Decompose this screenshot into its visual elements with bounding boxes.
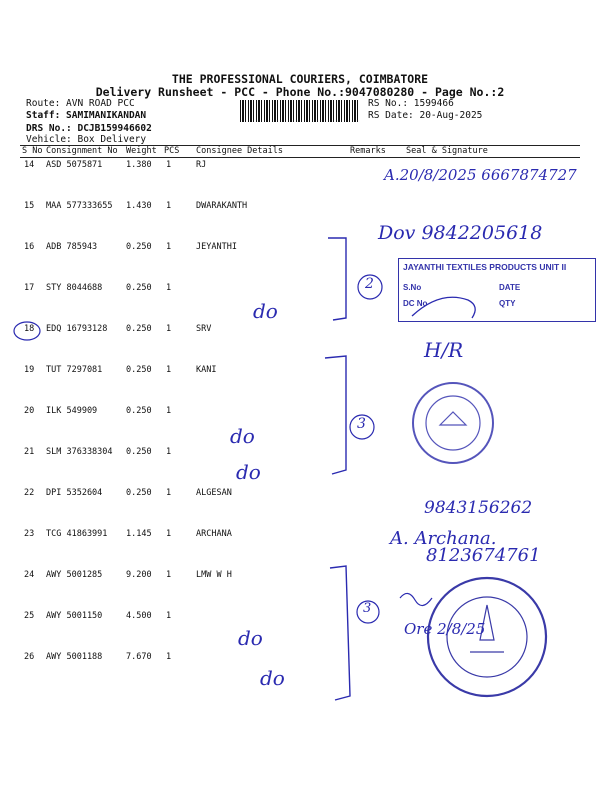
cell-pcs: 1 — [166, 324, 172, 334]
cell-pcs: 1 — [166, 652, 172, 662]
stamp-title: JAYANTHI TEXTILES PRODUCTS UNIT II — [403, 262, 567, 272]
ditto-mark-3: do — [236, 460, 261, 484]
cell-consignee: ARCHANA — [196, 529, 232, 539]
signature-row23-phone: 8123674761 — [426, 545, 541, 566]
signature-row23-name: A. Archana. — [390, 528, 497, 549]
cell-weight: 0.250 — [126, 283, 152, 293]
cell-consignee: LMW W H — [196, 570, 232, 580]
cell-consignment: AWY 5001285 — [46, 570, 103, 580]
runsheet-subtitle: Delivery Runsheet - PCC - Phone No.:9047080280 - Page No.:2 — [95, 85, 505, 99]
cell-weight: 4.500 — [126, 611, 152, 621]
company-title: THE PROFESSIONAL COURIERS, COIMBATORE — [171, 72, 429, 86]
cell-sno: 18 — [24, 324, 35, 334]
cell-sno: 20 — [24, 406, 35, 416]
route-text: Route: AVN ROAD PCC — [26, 98, 135, 109]
signature-row16: Dov 9842205618 — [378, 222, 543, 244]
col-weight: Weight — [126, 146, 157, 156]
textile-stamp-box — [398, 258, 596, 322]
cell-pcs: 1 — [166, 611, 172, 621]
cell-consignment: TCG 41863991 — [46, 529, 108, 539]
col-seal-signature: Seal & Signature — [406, 146, 488, 156]
rs-date: RS Date: 20-Aug-2025 — [368, 110, 483, 121]
cell-sno: 24 — [24, 570, 35, 580]
stamp-qty: QTY — [499, 299, 516, 308]
cell-consignment: ILK 549909 — [46, 406, 98, 416]
cell-sno: 21 — [24, 447, 35, 457]
barcode — [240, 100, 360, 122]
cell-sno: 22 — [24, 488, 35, 498]
group-mark-2: 3 — [357, 416, 366, 432]
ditto-mark-1: do — [253, 299, 278, 323]
cell-weight: 0.250 — [126, 242, 152, 252]
col-sno: S No — [22, 146, 43, 156]
table-row — [20, 406, 580, 447]
cell-consignment: SLM 376338304 — [46, 447, 113, 457]
cell-consignment: TUT 7297081 — [46, 365, 103, 375]
cell-pcs: 1 — [166, 365, 172, 375]
cell-weight: 0.250 — [126, 324, 152, 334]
cell-consignment: ADB 785943 — [46, 242, 98, 252]
cell-consignment: AWY 5001150 — [46, 611, 103, 621]
ditto-mark-5: do — [260, 666, 285, 690]
cell-pcs: 1 — [166, 201, 172, 211]
cell-sno: 15 — [24, 201, 35, 211]
group-mark-1: 2 — [365, 276, 374, 292]
cell-weight: 1.380 — [126, 160, 152, 170]
rs-number: RS No.: 1599466 — [368, 98, 454, 109]
cell-weight: 1.430 — [126, 201, 152, 211]
hr-note: H/R — [424, 338, 464, 362]
cell-weight: 7.670 — [126, 652, 152, 662]
cell-consignee: KANI — [196, 365, 217, 375]
ditto-mark-2: do — [230, 424, 255, 448]
cell-sno: 19 — [24, 365, 35, 375]
table-row — [20, 365, 580, 406]
table-row — [20, 652, 580, 693]
stamp-date: DATE — [499, 283, 521, 292]
cell-sno: 26 — [24, 652, 35, 662]
cell-consignment: ASD 5075871 — [46, 160, 103, 170]
table-row — [20, 324, 580, 365]
table-row — [20, 570, 580, 611]
table-row — [20, 447, 580, 488]
cell-consignee: RJ — [196, 160, 207, 170]
header-bottom-rule — [20, 157, 580, 158]
cell-consignment: MAA 577333655 — [46, 201, 113, 211]
cell-weight: 0.250 — [126, 406, 152, 416]
drs-number: DRS No.: DCJB159946602 — [26, 123, 152, 134]
cell-consignee: JEYANTHI — [196, 242, 237, 252]
col-consignment: Consignment No — [46, 146, 118, 156]
cell-consignment: EDQ 16793128 — [46, 324, 108, 334]
signature-row22: 9843156262 — [424, 498, 533, 518]
signature-row25: Ore 2/8/25 — [404, 620, 486, 638]
signature-row14: A.20/8/2025 6667874727 — [384, 166, 577, 184]
group-mark-3: 3 — [363, 601, 372, 616]
stamp-sno: S.No — [403, 283, 422, 292]
stamp-dcno: DC No — [403, 299, 428, 308]
cell-pcs: 1 — [166, 160, 172, 170]
cell-pcs: 1 — [166, 447, 172, 457]
cell-consignee: SRV — [196, 324, 212, 334]
vehicle-text: Vehicle: Box Delivery — [26, 134, 147, 145]
col-remarks: Remarks — [350, 146, 386, 156]
cell-sno: 16 — [24, 242, 35, 252]
cell-pcs: 1 — [166, 242, 172, 252]
ditto-mark-4: do — [238, 626, 263, 650]
cell-pcs: 1 — [166, 283, 172, 293]
cell-weight: 9.200 — [126, 570, 152, 580]
cell-sno: 23 — [24, 529, 35, 539]
cell-consignment: DPI 5352604 — [46, 488, 103, 498]
cell-weight: 0.250 — [126, 488, 152, 498]
table-row — [20, 611, 580, 652]
cell-consignee: ALGESAN — [196, 488, 232, 498]
cell-weight: 0.250 — [126, 447, 152, 457]
staff-text: Staff: SAMIMANIKANDAN — [26, 110, 147, 121]
cell-pcs: 1 — [166, 488, 172, 498]
cell-consignment: AWY 5001188 — [46, 652, 103, 662]
cell-pcs: 1 — [166, 529, 172, 539]
cell-consignee: DWARAKANTH — [196, 201, 248, 211]
cell-sno: 14 — [24, 160, 35, 170]
col-pcs: PCS — [164, 146, 180, 156]
cell-pcs: 1 — [166, 406, 172, 416]
cell-sno: 25 — [24, 611, 35, 621]
cell-consignment: STY 8044688 — [46, 283, 103, 293]
col-consignee: Consignee Details — [196, 146, 283, 156]
cell-sno: 17 — [24, 283, 35, 293]
cell-weight: 0.250 — [126, 365, 152, 375]
cell-weight: 1.145 — [126, 529, 152, 539]
cell-pcs: 1 — [166, 570, 172, 580]
